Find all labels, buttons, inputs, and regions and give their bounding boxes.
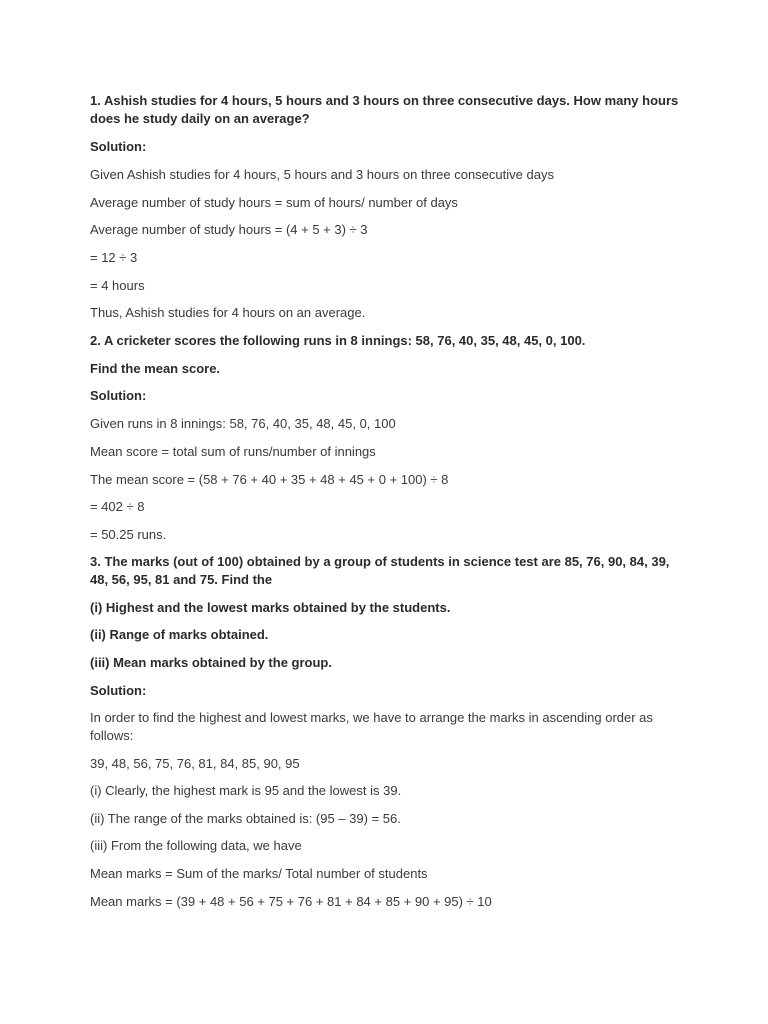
q3-line-3: (i) Clearly, the highest mark is 95 and the lowest is 39. — [90, 783, 402, 798]
q3-part-2: (ii) Range of marks obtained. — [90, 627, 269, 642]
question-2: 2. A cricketer scores the following runs in 8 innings: 58, 76, 40, 35, 48, 45, 0, 100. — [90, 333, 586, 348]
question-3: 3. The marks (out of 100) obtained by a group of students in science test are 85, 76, 90, 84, 39, 48, 56, 95, 81 and 75. Find the — [90, 554, 670, 587]
q3-line-7: Mean marks = (39 + 48 + 56 + 75 + 76 + 81 + 84 + 85 + 90 + 95) ÷ 10 — [90, 894, 492, 909]
q3-line-1: In order to find the highest and lowest marks, we have to arrange the marks in ascending order as follows: — [90, 710, 653, 743]
q3-line-2: 39, 48, 56, 75, 76, 81, 84, 85, 90, 95 — [90, 756, 300, 771]
q3-line-5: (iii) From the following data, we have — [90, 838, 302, 853]
q1-line-3: Average number of study hours = (4 + 5 + 3) ÷ 3 — [90, 222, 368, 237]
q2-line-1: Given runs in 8 innings: 58, 76, 40, 35, 48, 45, 0, 100 — [90, 416, 396, 431]
q3-part-3: (iii) Mean marks obtained by the group. — [90, 655, 332, 670]
q1-line-2: Average number of study hours = sum of hours/ number of days — [90, 195, 458, 210]
q1-line-6: Thus, Ashish studies for 4 hours on an average. — [90, 305, 366, 320]
q3-solution-label: Solution: — [90, 683, 147, 698]
question-2-part: Find the mean score. — [90, 361, 221, 376]
q2-line-4: = 402 ÷ 8 — [90, 499, 145, 514]
q3-line-6: Mean marks = Sum of the marks/ Total number of students — [90, 866, 428, 881]
q1-line-1: Given Ashish studies for 4 hours, 5 hours and 3 hours on three consecutive days — [90, 167, 554, 182]
q3-part-1: (i) Highest and the lowest marks obtained by the students. — [90, 600, 451, 615]
q1-line-4: = 12 ÷ 3 — [90, 250, 138, 265]
q1-solution-label: Solution: — [90, 139, 147, 154]
q1-line-5: = 4 hours — [90, 278, 145, 293]
q2-line-2: Mean score = total sum of runs/number of innings — [90, 444, 376, 459]
q2-line-3: The mean score = (58 + 76 + 40 + 35 + 48 + 45 + 0 + 100) ÷ 8 — [90, 472, 449, 487]
q3-line-4: (ii) The range of the marks obtained is: (95 – 39) = 56. — [90, 811, 401, 826]
q2-line-5: = 50.25 runs. — [90, 527, 167, 542]
q2-solution-label: Solution: — [90, 388, 147, 403]
question-1: 1. Ashish studies for 4 hours, 5 hours and 3 hours on three consecutive days. How many hours does he study daily on an average? — [90, 93, 679, 126]
